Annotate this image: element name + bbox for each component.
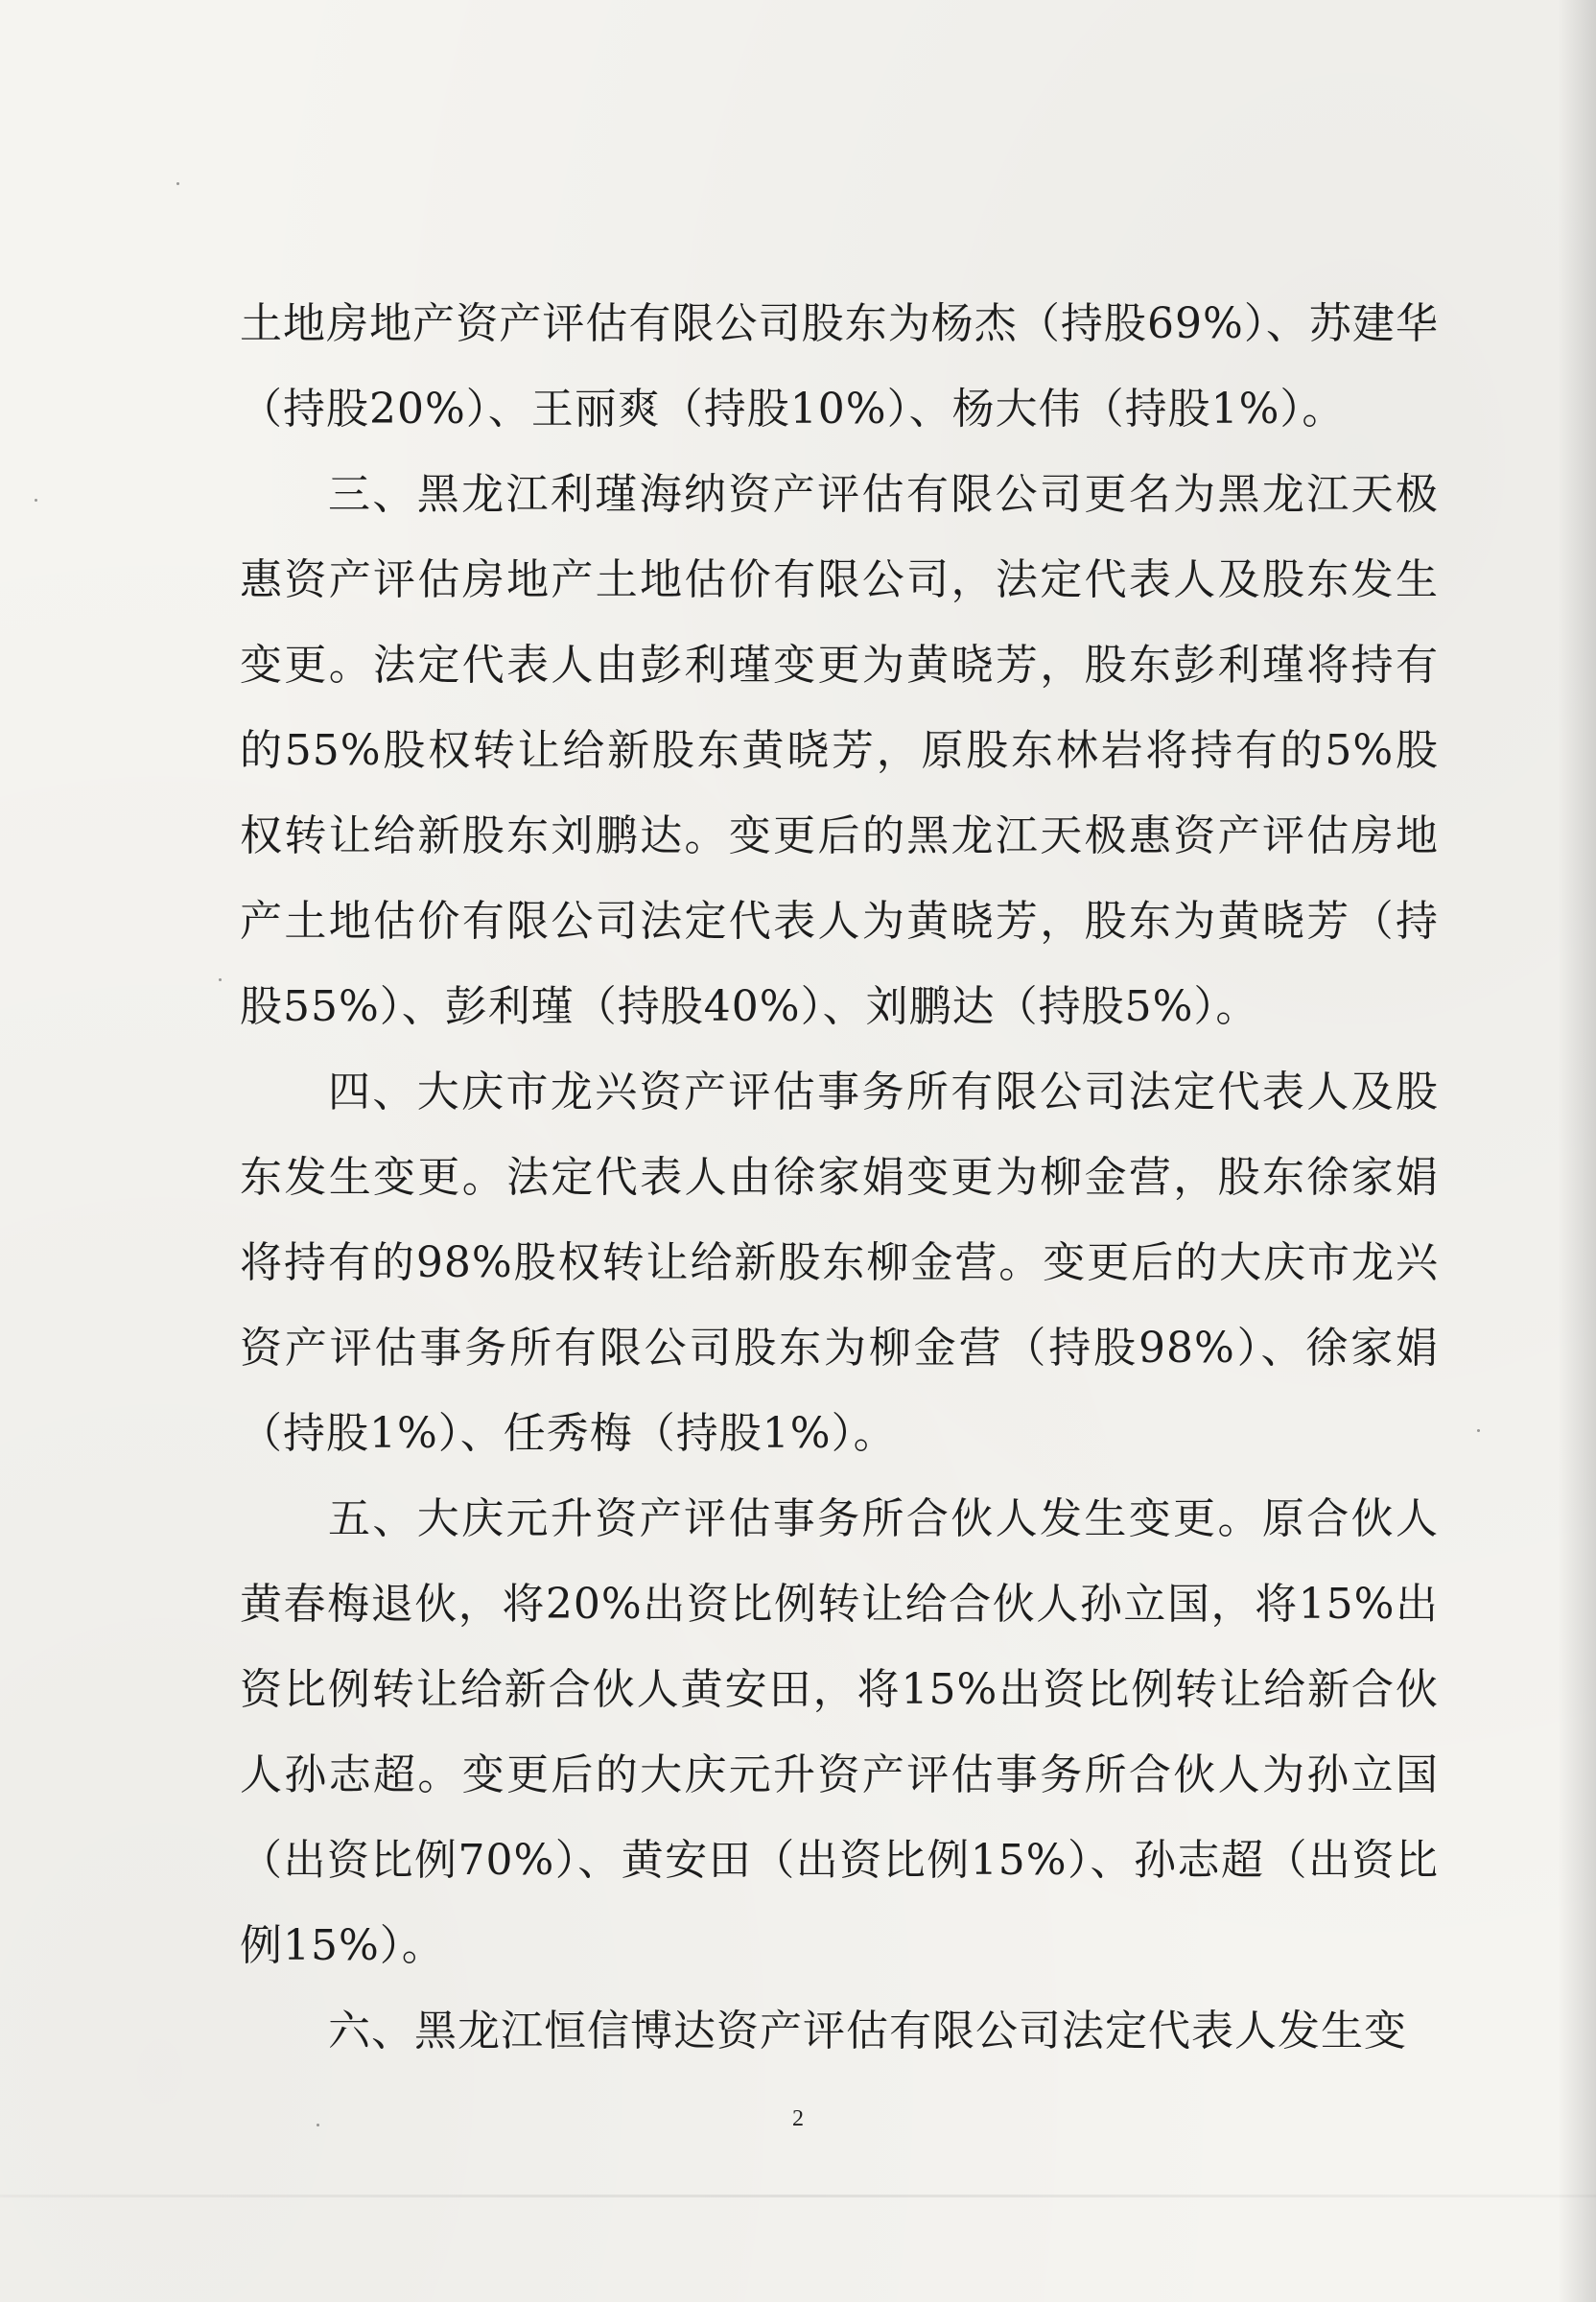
scan-speck [1477,1429,1480,1432]
page-number: 2 [792,2106,804,2131]
scan-speck [219,978,222,981]
scan-edge-shadow [1558,0,1596,2302]
paper-fold-line [0,2195,1596,2197]
paragraph-continuation: 土地房地产资产评估有限公司股东为杨杰（持股69%）、苏建华（持股20%）、王丽爽（持股10%）、杨大伟（持股1%）。 [240,299,1439,434]
document-body [240,281,1439,2074]
paragraph-item-3: 三、黑龙江利瑾海纳资产评估有限公司更名为黑龙江天极惠资产评估房地产土地估价有限公司，法定代表人及股东发生变更。法定代表人由彭利瑾变更为黄晓芳，股东彭利瑾将持有的55%股权转让给新股东黄晓芳，原股东林岩将持有的5%股权转让给新股东刘鹏达。变更后的黑龙江天极惠资产评估房地产土地估价有限公司法定代表人为黄晓芳，股东为黄晓芳（持股55%）、彭利瑾（持股40%）、刘鹏达（持股5%）。 [240,470,1439,1031]
scan-speck [176,182,179,185]
scan-speck [35,499,37,502]
paragraph-item-5: 五、大庆元升资产评估事务所合伙人发生变更。原合伙人黄春梅退伙，将20%出资比例转让给合伙人孙立国，将15%出资比例转让给新合伙人黄安田，将15%出资比例转让给新合伙人孙志超。变更后的大庆元升资产评估事务所合伙人为孙立国（出资比例70%）、黄安田（出资比例15%）、孙志超（出资比例15%）。 [240,1494,1439,1970]
paragraph-item-4: 四、大庆市龙兴资产评估事务所有限公司法定代表人及股东发生变更。法定代表人由徐家娟变更为柳金营，股东徐家娟将持有的98%股权转让给新股东柳金营。变更后的大庆市龙兴资产评估事务所有限公司股东为柳金营（持股98%）、徐家娟（持股1%）、任秀梅（持股1%）。 [240,1068,1439,1458]
paragraph-item-6: 六、黑龙江恒信博达资产评估有限公司法定代表人发生变 [328,2007,1407,2055]
